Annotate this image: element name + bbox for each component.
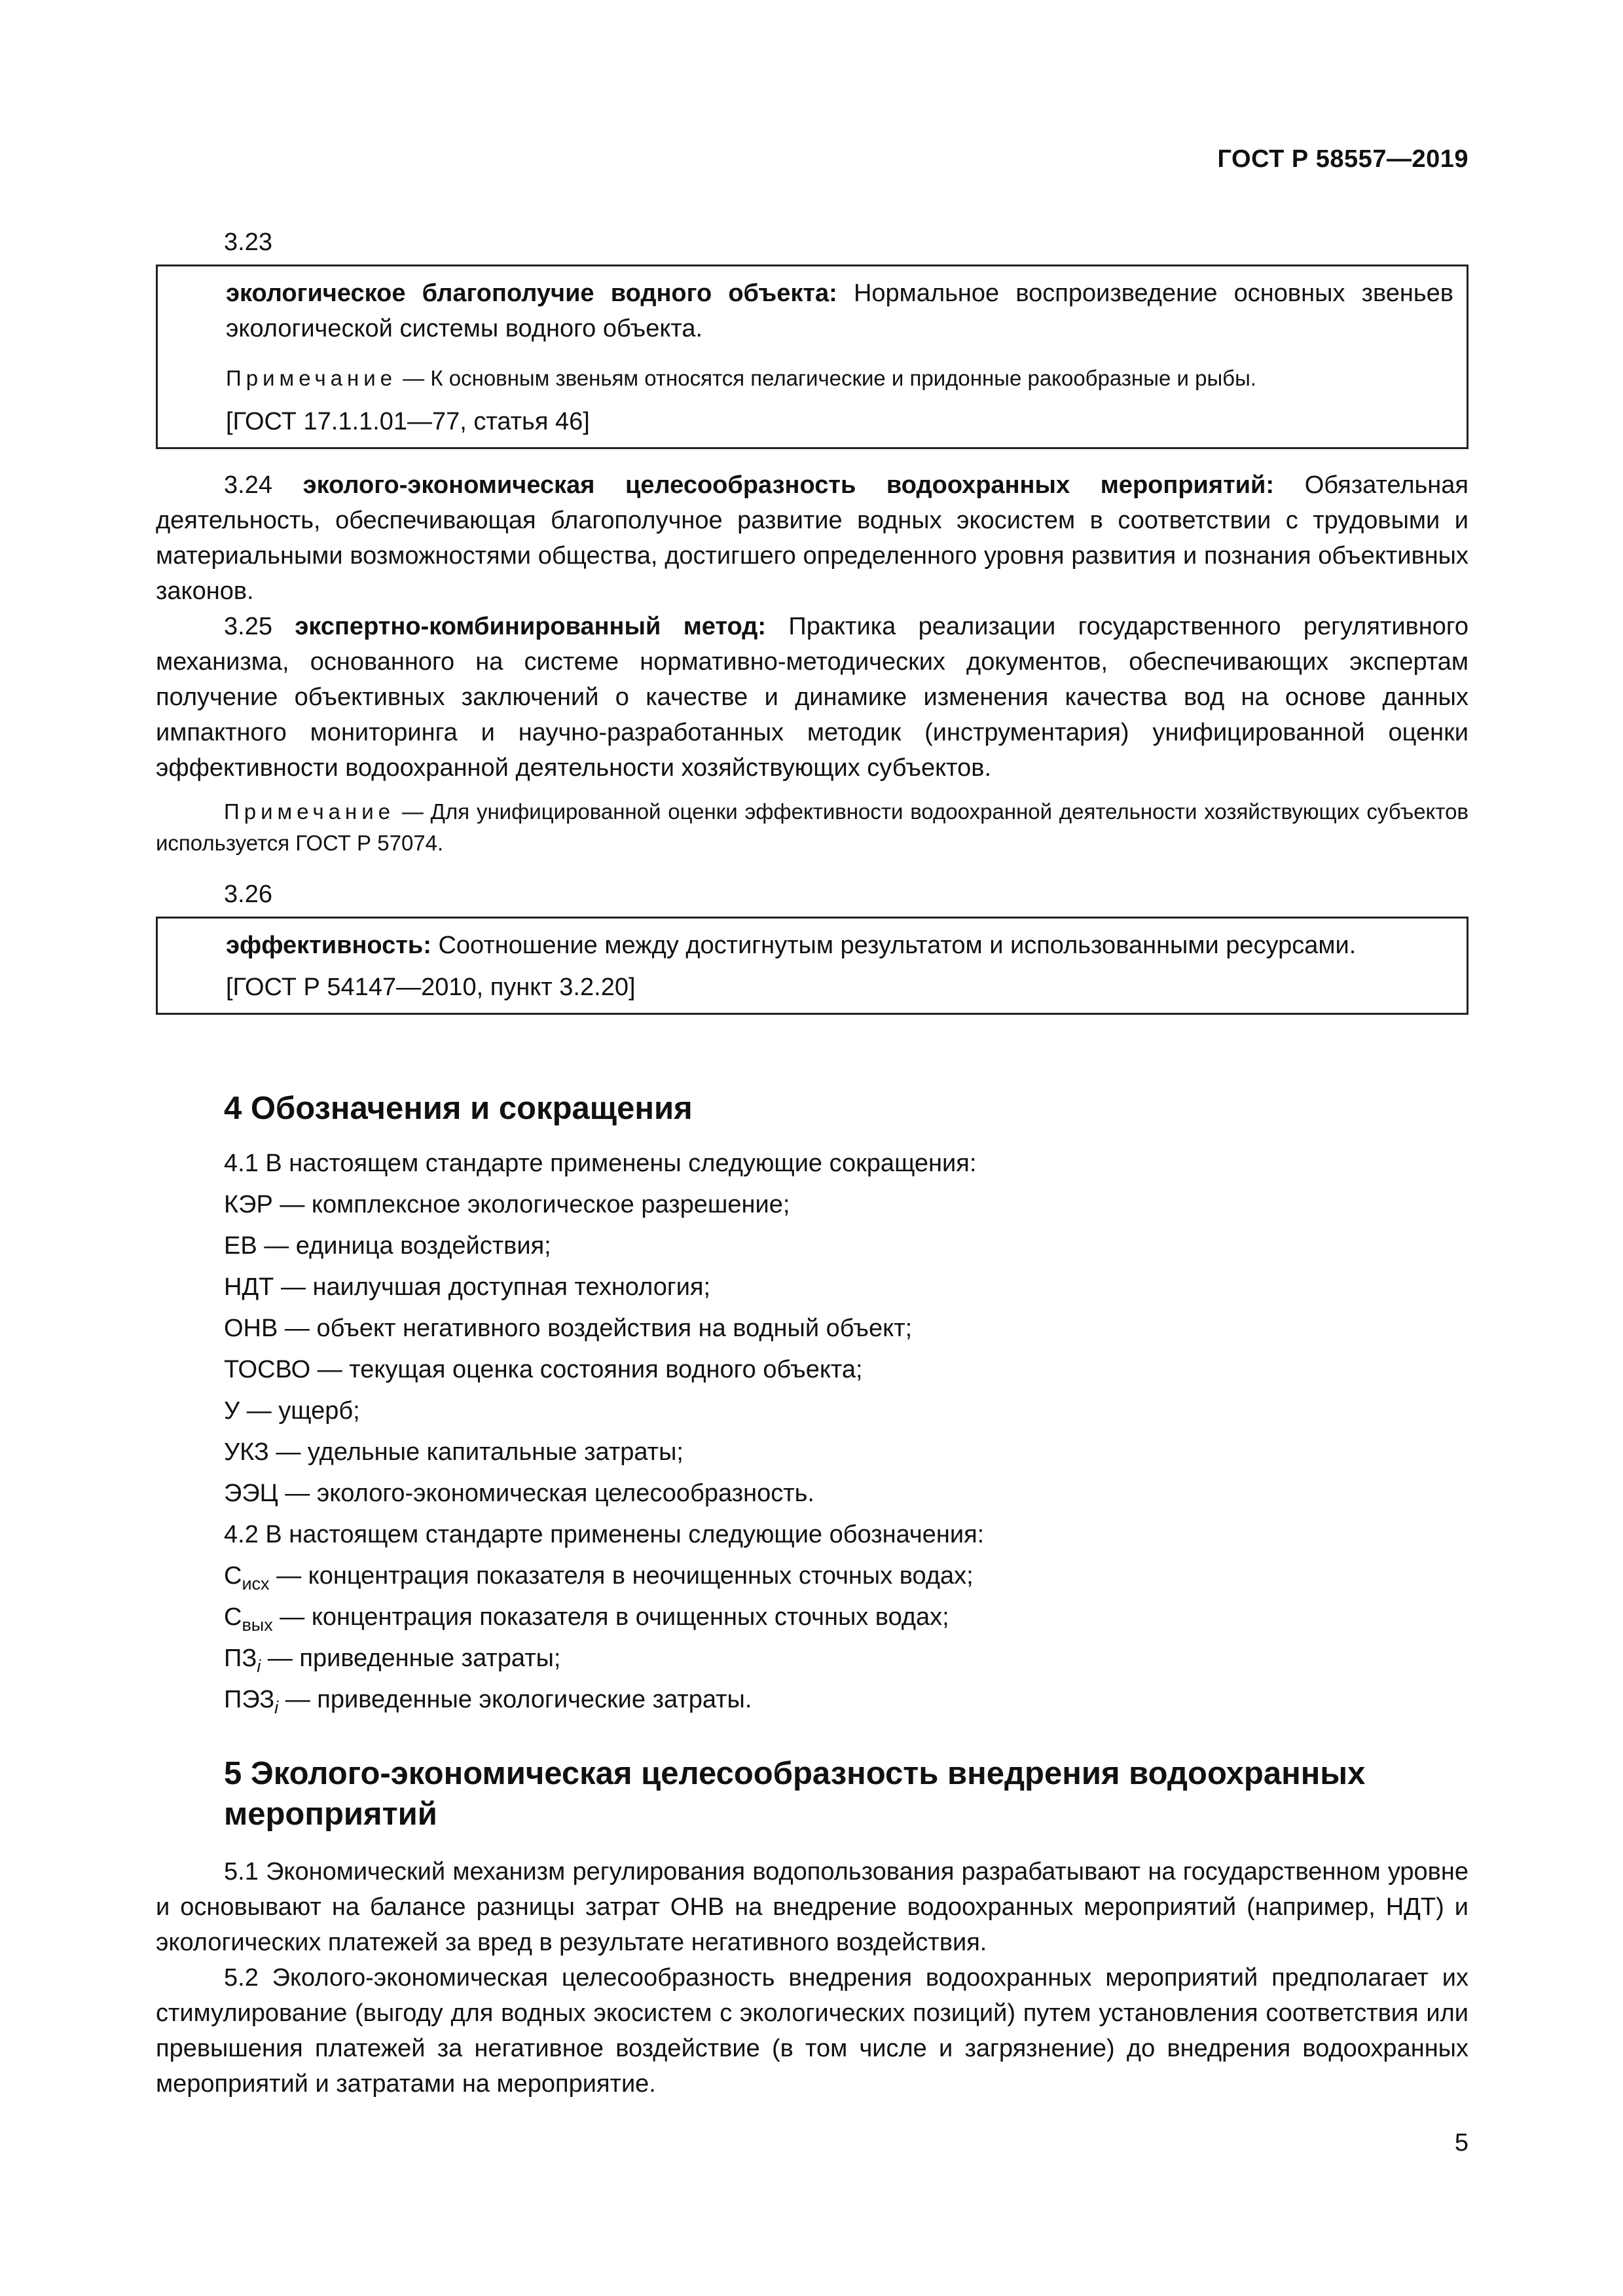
term-note-3-25 — [156, 796, 1468, 859]
abbreviations-list — [156, 1184, 1468, 1514]
term-definition-text: Обязательная деятельность, обеспечивающая благополучное развитие водных экосистем в соответствии с трудовыми и материальными возможностями общества, достигшего определенного уровня развития и познания объективных законов. — [156, 471, 1468, 605]
term-definition-3-23 — [226, 276, 1453, 346]
symbol-description: — приведенные затраты; — [261, 1645, 561, 1672]
abbreviation-item: ТОСВО — текущая оценка состояния водного объекта; — [224, 1356, 863, 1383]
abbreviation-item: УКЗ — удельные капитальные затраты; — [224, 1438, 684, 1466]
term-box-3-26 — [156, 917, 1468, 1015]
page-content — [156, 223, 1468, 2102]
symbol-description: — приведенные экологические затраты. — [278, 1686, 752, 1713]
term-number-3-23: 3.23 — [224, 228, 272, 256]
symbol-subscript: i — [274, 1698, 279, 1717]
term-note-3-23 — [226, 361, 1453, 396]
note-text: — К основным звеньям относятся пелагические и придонные ракообразные и рыбы. — [397, 366, 1256, 390]
term-paragraph-3-25 — [156, 609, 1468, 786]
term-definition-3-26 — [226, 928, 1453, 963]
term-source-3-26: [ГОСТ Р 54147—2010, пункт 3.2.20] — [226, 974, 636, 1001]
symbol-item — [156, 1679, 1468, 1721]
term-box-3-23 — [156, 264, 1468, 449]
symbol-subscript: вых — [242, 1615, 273, 1635]
note-text: — Для унифицированной оценки эффективности водоохранной деятельности хозяйствующих субъектов используется ГОСТ Р 57074. — [156, 799, 1468, 855]
term-definition-text: Соотношение между достигнутым результатом и использованными ресурсами. — [431, 932, 1357, 959]
term-definition-text: Нормальное воспроизведение основных звеньев экологической системы водного объекта. — [226, 280, 1453, 342]
term-name: эффективность: — [226, 932, 431, 959]
section-5-heading: 5 Эколого-экономическая целесообразность внедрения водоохранных мероприятий — [224, 1756, 1366, 1832]
symbol-base: С — [224, 1603, 242, 1631]
symbol-description: — концентрация показателя в неочищенных сточных водах; — [269, 1562, 974, 1590]
symbol-subscript: исх — [242, 1574, 270, 1594]
symbols-list — [156, 1556, 1468, 1721]
symbol-subscript: i — [257, 1656, 261, 1676]
abbreviation-item: У — ущерб; — [224, 1397, 360, 1425]
section-4-heading: 4 Обозначения и сокращения — [224, 1091, 693, 1126]
term-paragraph-3-24 — [156, 467, 1468, 609]
paragraph-5-2: 5.2 Эколого-экономическая целесообразность внедрения водоохранных мероприятий предполагает их стимулирование (выгоду для водных экосистем с экологических позиций) путем установления соответствия или превышения платежей за негативное воздействие (в том числе и загрязнение) до внедрения водоохранных мероприятий и затратами на мероприятие. — [156, 1964, 1468, 2098]
term-name: эколого-экономическая целесообразность водоохранных мероприятий: — [302, 471, 1275, 499]
abbreviation-item: ЕВ — единица воздействия; — [224, 1232, 551, 1260]
note-label: Примечание — [226, 366, 397, 390]
note-label: Примечание — [224, 799, 395, 824]
abbreviation-item: ЭЭЦ — эколого-экономическая целесообразность. — [224, 1480, 814, 1507]
term-number-3-25: 3.25 — [224, 613, 272, 640]
symbol-base: ПЗ — [224, 1645, 257, 1672]
term-definition-text: Практика реализации государственного регулятивного механизма, основанного на системе нормативно-методических документов, обеспечивающих экспертам получение объективных заключений о качестве и динамике изменения качества вод на основе данных импактного мониторинга и научно-разработанных методик (инструментария) унифицированной оценки эффективности водоохранной деятельности хозяйствующих субъектов. — [156, 613, 1469, 782]
symbol-item — [156, 1556, 1468, 1597]
paragraph-5-1: 5.1 Экономический механизм регулирования водопользования разрабатывают на государственном уровне и основывают на балансе разницы затрат ОНВ на внедрение водоохранных мероприятий (например, НДТ) и экологических платежей за вред в результате негативного воздействия. — [156, 1858, 1468, 1956]
term-source-3-23: [ГОСТ 17.1.1.01—77, статья 46] — [226, 408, 590, 435]
symbol-description: — концентрация показателя в очищенных сточных водах; — [272, 1603, 949, 1631]
term-number-3-26: 3.26 — [224, 881, 272, 908]
symbol-base: ПЭЗ — [224, 1686, 275, 1713]
symbol-item — [156, 1597, 1468, 1638]
abbreviation-item: ОНВ — объект негативного воздействия на водный объект; — [224, 1315, 913, 1342]
abbreviations-intro: 4.1 В настоящем стандарте применены следующие сокращения: — [224, 1150, 977, 1177]
term-number-3-24: 3.24 — [224, 471, 272, 499]
symbol-base: С — [224, 1562, 242, 1590]
abbreviation-item: КЭР — комплексное экологическое разрешение; — [224, 1191, 790, 1218]
page-number: 5 — [1454, 2129, 1468, 2157]
term-name: экспертно-комбинированный метод: — [295, 613, 767, 640]
abbreviation-item: НДТ — наилучшая доступная технология; — [224, 1273, 711, 1301]
term-name: экологическое благополучие водного объекта: — [226, 280, 837, 307]
document-code-header: ГОСТ Р 58557—2019 — [1217, 145, 1468, 173]
symbols-intro: 4.2 В настоящем стандарте применены следующие обозначения: — [224, 1521, 985, 1548]
symbol-item — [156, 1638, 1468, 1679]
